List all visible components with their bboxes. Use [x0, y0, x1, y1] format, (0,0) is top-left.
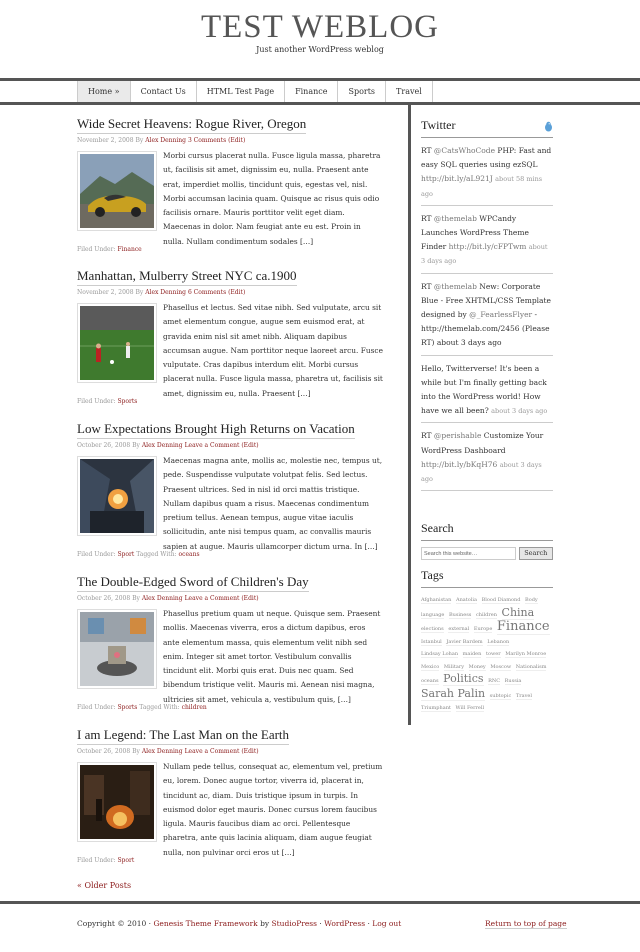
post-excerpt: Phasellus et lectus. Sed vitae nibh. Sed vulputate, arcu sit amet elementum congue, augue sem euismod erat, at gravida enim nisl sit amet nibh. Aliquam dapibus accumsan augue. Nam porttitor neque laoreet arcu. Fusce vulputate. Cras dapibus interdum elit. Morbi cursus placerat nulla. Fusce ligula massa, pharetra ut, facilisis sit amet, dignissim eu, nulla. Praesent […]: [163, 303, 383, 398]
filed-label: Filed Under:: [77, 857, 116, 864]
car-image: [80, 154, 154, 228]
post-category-link[interactable]: Sport: [117, 551, 135, 558]
tweet-text: Hello, Twitterverse! It's been a while but I'm finally getting back into the WordPress world! How have we all been?: [421, 363, 547, 416]
tweet-list: [421, 138, 553, 491]
tag-link[interactable]: Marilyn Monroe: [505, 651, 547, 658]
tag-link[interactable]: Travel: [515, 692, 532, 699]
tag-link[interactable]: Military: [443, 663, 465, 670]
separator: ·: [367, 919, 370, 928]
genesis-link[interactable]: Genesis Theme Framework: [153, 919, 258, 928]
tweet-item: [421, 356, 553, 424]
tweet-mention-link[interactable]: @themelab: [433, 281, 477, 291]
tweet-text: Customize Your WordPress Dashboard: [421, 431, 544, 455]
post-author-link[interactable]: Alex Denning: [141, 595, 183, 602]
soccer-image: [80, 306, 154, 380]
tag-link[interactable]: Istanbul: [421, 638, 442, 645]
tweet-text: PHP: Fast and easy SQL queries using ezSQL: [421, 146, 552, 170]
tag-link[interactable]: tower: [485, 651, 501, 658]
post-title[interactable]: Manhattan, Mulberry Street NYC ca.1900: [77, 268, 297, 286]
tag-link[interactable]: Nationalism: [515, 663, 547, 670]
post-author-link[interactable]: Alex Denning: [145, 137, 187, 144]
site-description: Just another WordPress weblog: [256, 45, 384, 54]
tagged-label: Tagged With:: [139, 704, 180, 711]
filed-label: Filed Under:: [77, 551, 116, 558]
post-edit-link[interactable]: (Edit): [228, 137, 246, 144]
post: [77, 421, 383, 558]
logout-link[interactable]: Log out: [372, 919, 402, 928]
nav-item-sports[interactable]: Sports: [338, 81, 386, 102]
tweet-text: WPCandy Launches WordPress Theme Finder: [421, 213, 529, 252]
post-edit-link[interactable]: (Edit): [241, 748, 259, 755]
tag-link[interactable]: Business: [448, 611, 472, 618]
post-category-link[interactable]: Finance: [117, 246, 142, 253]
tag-link[interactable]: Moscow: [490, 663, 512, 670]
post-excerpt: Maecenas magna ante, mollis ac, molestie nec, tempus ut, pede. Suspendisse vulputate volutpat felis. Sed lectus. Praesent ultrices. Sed in nisl id orci mattis tristique. Nullam dapibus quam a risus. Maecenas condimentum pretium tellus. Aenean tempus, augue vitae iaculis sollicitudin, ante nisi tempus quam, ac convallis mauris sapien at augue. Mauris ullamcorper dictum urna. In […]: [163, 456, 383, 551]
post-edit-link[interactable]: (Edit): [241, 442, 259, 449]
tag-link[interactable]: Finance: [496, 619, 550, 635]
nav-item-contact[interactable]: Contact Us: [131, 81, 197, 102]
tag-link[interactable]: external: [448, 626, 470, 633]
post-tag-link[interactable]: oceans: [178, 551, 200, 558]
filed-label: Filed Under:: [77, 704, 116, 711]
tweet-item: [421, 138, 553, 206]
post-filed-under: [77, 246, 142, 253]
site-footer: [0, 901, 640, 952]
post: [77, 268, 383, 405]
twitter-title: Twitter: [421, 118, 456, 132]
post-meta: [77, 747, 380, 756]
tag-cloud: [421, 594, 553, 715]
post-date: November 2, 2008 By: [77, 289, 144, 296]
tag-link[interactable]: Anatolia: [455, 597, 477, 604]
tag-link[interactable]: Sarah Palin: [421, 686, 486, 700]
nav-bar: [0, 78, 640, 105]
tweet-user-link[interactable]: @_FearlessFlyer: [469, 310, 533, 320]
post-date: November 2, 2008 By: [77, 137, 144, 144]
explosion-image: [80, 459, 154, 533]
tag-link[interactable]: Lebanon: [487, 638, 510, 645]
tag-link[interactable]: Javier Bardem: [446, 638, 483, 645]
tags-widget-title: Tags: [421, 568, 553, 588]
wordpress-link[interactable]: WordPress: [324, 919, 366, 928]
tweet-url-link[interactable]: http://bit.ly/cFPTwm: [448, 242, 527, 252]
post-tag-link[interactable]: children: [181, 704, 207, 711]
post-comments-link[interactable]: Leave a Comment: [184, 595, 240, 602]
twitter-widget-title: [421, 118, 553, 138]
tweet-prefix: RT: [421, 431, 434, 441]
tweet-url-link[interactable]: http://bit.ly/aL921J: [421, 174, 493, 184]
post: [77, 727, 383, 864]
sidebar-divider: [408, 105, 411, 725]
filed-label: Filed Under:: [77, 246, 116, 253]
post-excerpt: Phasellus pretium quam ut neque. Quisque sem. Praesent mollis. Maecenas viverra, eros a dictum dapibus, eros ante elementum massa, quis elementum velit nibh sed enim. Integer sit amet tortor. Vestibulum convallis tincidunt elit. Morbi quis erat. Duis nec quam. Sed bibendum tristique velit. Mauris mi. Aenean nisi magna, ultricies sit amet, vehicula a, vestibulum quis, […]: [163, 609, 381, 704]
sidebar: [421, 118, 553, 715]
post-body: [77, 303, 383, 403]
post-comments-link[interactable]: Leave a Comment: [184, 748, 240, 755]
by-text: by: [260, 919, 270, 928]
tag-link[interactable]: China: [501, 605, 535, 619]
tag-link[interactable]: Afghanistan: [421, 597, 452, 604]
tag-link[interactable]: Politics: [443, 672, 484, 686]
post-category-link[interactable]: Sports: [117, 398, 138, 405]
tag-link[interactable]: Mexico: [421, 663, 440, 670]
search-widget-title: Search: [421, 521, 553, 541]
tweet-mention-link[interactable]: @themelab: [433, 213, 477, 223]
post-thumbnail[interactable]: [77, 456, 157, 536]
copyright-text: Copyright © 2010 ·: [77, 919, 152, 928]
nav-item-html-test[interactable]: HTML Test Page: [197, 81, 285, 102]
post: [77, 116, 380, 251]
post-body: [77, 762, 383, 862]
tag-link[interactable]: oceans: [421, 678, 439, 685]
post-filed-under: [77, 857, 134, 864]
return-to-top-link[interactable]: Return to top of page: [485, 919, 567, 928]
tweet-timestamp[interactable]: about 3 days ago: [491, 407, 548, 416]
post-filed-under: [77, 398, 137, 405]
post-meta: [77, 136, 380, 145]
post-comments-link[interactable]: Leave a Comment: [184, 442, 240, 449]
post-excerpt: Nullam pede tellus, consequat ac, elementum vel, pretium eu, lorem. Donec augue tortor, viverra id, placerat in, tincidunt ac, diam. Duis tristique ipsum in turpis. In euismod dolor eget mauris. Donec cursus lorem faucibus ligula. Mauris faucibus diam ac orci. Pellentesque pharetra, ante quis lacinia aliquam, diam augue feugiat nulla, non pulvinar orci eros ut […]: [163, 762, 383, 857]
tagged-label: Tagged With:: [136, 551, 177, 558]
tweet-item: [421, 274, 553, 356]
studiopress-link[interactable]: StudioPress: [271, 919, 317, 928]
tweet-item: [421, 206, 553, 274]
tweet-mention-link[interactable]: @CatsWhoCode: [433, 146, 496, 155]
tweet-prefix: RT: [421, 213, 434, 223]
post-author-link[interactable]: Alex Denning: [141, 748, 183, 755]
nav-item-home[interactable]: Home »: [77, 81, 131, 102]
post-body: [77, 456, 383, 556]
tag-link[interactable]: maiden: [462, 651, 482, 658]
post-thumbnail[interactable]: [77, 609, 157, 689]
tag-link[interactable]: children: [475, 611, 497, 618]
search-button[interactable]: Search: [519, 547, 553, 560]
post-thumbnail[interactable]: [77, 762, 157, 842]
tweet-timestamp[interactable]: about 58 mins ago: [421, 175, 543, 198]
tweet-url-link[interactable]: http://bit.ly/bKqH76: [421, 459, 498, 469]
post-excerpt: Morbi cursus placerat nulla. Fusce ligula massa, pharetra ut, facilisis sit amet, dignissim eu, nulla. Praesent ante erat, imperdiet mollis, tincidunt quis, egestas vel, nisl. Morbi accumsan lacinia quam. Quisque ac risus quis odio facilisis ornare. Mauris porttitor velit eget diam. Maecenas in dolor. Nam feugiat ante eu est. Proin in nulla. Nullam condimentum sodales […]: [163, 151, 381, 246]
tag-link[interactable]: subtopic: [489, 692, 512, 699]
post-filed-under: [77, 551, 200, 558]
nav-item-travel[interactable]: Travel: [386, 81, 433, 102]
post-title[interactable]: Wide Secret Heavens: Rogue River, Oregon: [77, 116, 306, 134]
post-filed-under: [77, 704, 207, 711]
tag-link[interactable]: Body: [525, 597, 538, 604]
post-edit-link[interactable]: (Edit): [228, 289, 246, 296]
tag-link[interactable]: Blood Diamond: [481, 597, 521, 604]
footer-credits: [77, 919, 401, 928]
tag-link[interactable]: language: [421, 611, 445, 618]
post-meta: [77, 594, 380, 603]
post-category-link[interactable]: Sports: [117, 704, 138, 711]
post-body: [77, 609, 380, 709]
tag-link[interactable]: Russia: [504, 678, 522, 685]
post-author-link[interactable]: Alex Denning: [145, 289, 187, 296]
tag-link[interactable]: Europe: [473, 626, 493, 633]
nav-menu: [77, 81, 433, 102]
twitter-bird-icon[interactable]: [544, 121, 553, 132]
post-title[interactable]: The Double-Edged Sword of Children's Day: [77, 574, 309, 592]
tweet-prefix: RT: [421, 146, 434, 155]
post-thumbnail[interactable]: [77, 151, 157, 231]
tag-link[interactable]: elections: [421, 626, 444, 633]
nav-item-finance[interactable]: Finance: [285, 81, 338, 102]
tweet-item: [421, 423, 553, 491]
tweet-mention-link[interactable]: @perishable: [433, 431, 482, 441]
post-edit-link[interactable]: (Edit): [241, 595, 259, 602]
post-author-link[interactable]: Alex Denning: [141, 442, 183, 449]
filed-label: Filed Under:: [77, 398, 116, 405]
post-thumbnail[interactable]: [77, 303, 157, 383]
tweet-timestamp[interactable]: about 3 days ago: [421, 243, 548, 266]
post-date: October 26, 2008 By: [77, 442, 140, 449]
tweet-timestamp: - http://themelab.com/2456 (Please RT) about 3 days ago: [421, 310, 550, 348]
search-form: [421, 547, 553, 560]
tweet-timestamp[interactable]: about 3 days ago: [421, 460, 542, 484]
tweet-text: New: Corporate Blue - Free XHTML/CSS Template designed by: [421, 281, 551, 320]
tag-link[interactable]: Money: [468, 663, 486, 670]
post-date: October 26, 2008 By: [77, 595, 140, 602]
post-title[interactable]: I am Legend: The Last Man on the Earth: [77, 727, 289, 745]
post-category-link[interactable]: Sport: [117, 857, 135, 864]
separator: ·: [319, 919, 322, 928]
site-header: [0, 0, 640, 78]
post-date: October 26, 2008 By: [77, 748, 140, 755]
older-posts-link[interactable]: « Older Posts: [77, 881, 132, 890]
tag-link[interactable]: RNC: [488, 678, 501, 685]
site-title[interactable]: TEST WEBLOG: [200, 9, 440, 45]
post-title[interactable]: Low Expectations Brought High Returns on Vacation: [77, 421, 355, 439]
tweet-prefix: RT: [421, 281, 434, 291]
post-comments-link[interactable]: 6 Comments: [187, 289, 227, 296]
post-comments-link[interactable]: 3 Comments: [187, 137, 227, 144]
tag-link[interactable]: Will Ferrell: [455, 705, 485, 712]
post-body: [77, 151, 380, 251]
tag-link[interactable]: Triumphant: [421, 705, 451, 712]
post: [77, 574, 380, 709]
post-meta: [77, 288, 380, 297]
fire-scene-image: [80, 765, 154, 839]
tag-link[interactable]: Lindsay Lohan: [421, 651, 459, 658]
post-meta: [77, 441, 380, 450]
portal-image: [80, 612, 154, 686]
search-input[interactable]: Search this website…: [421, 547, 516, 560]
